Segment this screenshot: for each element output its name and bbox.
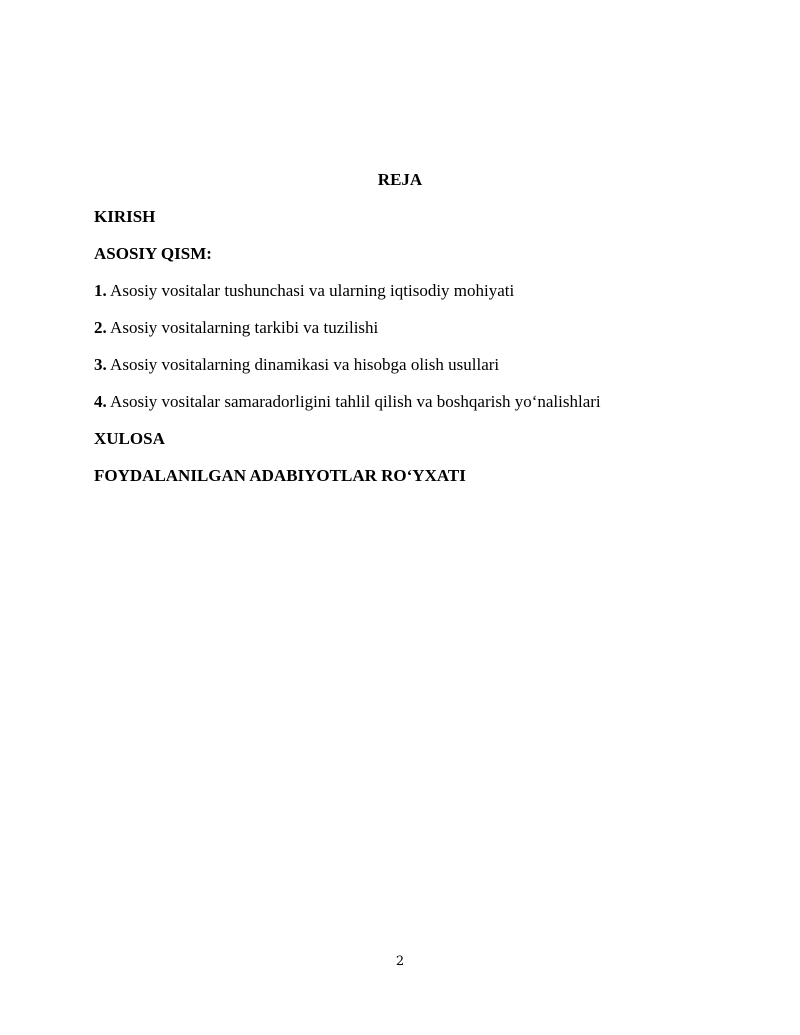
plan-item-number: 2. xyxy=(94,318,107,337)
plan-item-text: Asosiy vositalar samaradorligini tahlil qilish va boshqarish yo‘nalishlari xyxy=(106,392,601,411)
plan-item-text: Asosiy vositalarning dinamikasi va hisobga olish usullari xyxy=(106,355,500,374)
section-intro: KIRISH xyxy=(94,207,156,226)
plan-item-3 xyxy=(94,354,734,376)
plan-item-4 xyxy=(94,391,734,413)
plan-item-1 xyxy=(94,280,734,302)
plan-item-number: 1. xyxy=(94,281,107,300)
page-title: REJA xyxy=(377,170,423,189)
plan-item-number: 4. xyxy=(94,392,107,411)
plan-item-text: Asosiy vositalarning tarkibi va tuzilishi xyxy=(106,318,379,337)
plan-item-2 xyxy=(94,317,734,339)
page-number: 2 xyxy=(395,954,405,969)
plan-item-text: Asosiy vositalar tushunchasi va ularning iqtisodiy mohiyati xyxy=(106,281,515,300)
plan-contents xyxy=(94,206,734,502)
plan-item-number: 3. xyxy=(94,355,107,374)
section-main-part: ASOSIY QISM: xyxy=(94,244,212,263)
section-conclusion: XULOSA xyxy=(94,429,165,448)
section-references: FOYDALANILGAN ADABIYOTLAR RO‘YXATI xyxy=(94,466,466,485)
